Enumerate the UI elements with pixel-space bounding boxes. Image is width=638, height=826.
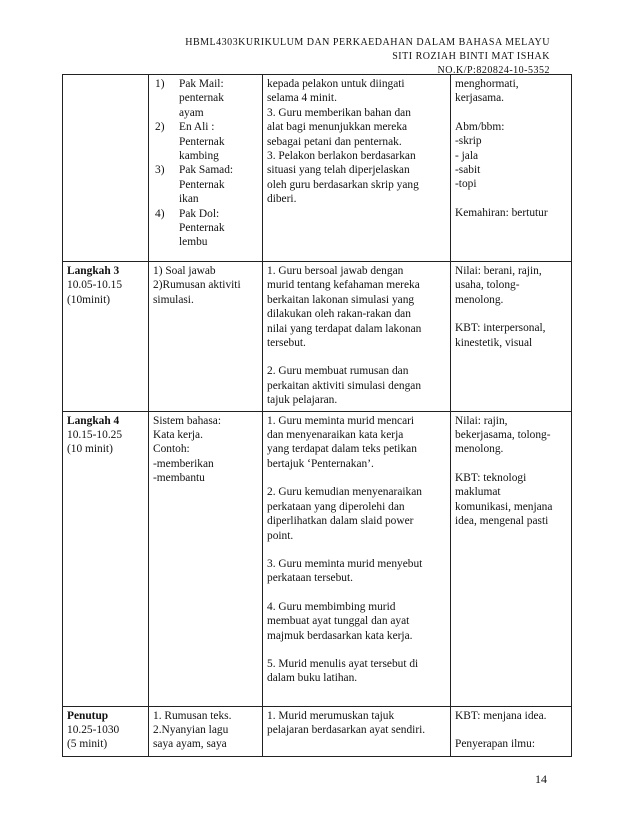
role-number: 4) [155, 207, 165, 220]
cell-line: pelajaran berdasarkan ayat sendiri. [267, 724, 426, 737]
role-number: 2) [155, 121, 165, 134]
activity-cell [263, 262, 451, 412]
stage-title: Langkah 4 [67, 414, 120, 427]
content-cell [149, 75, 263, 262]
cell-line: 5. Murid menulis ayat tersebut di [267, 657, 419, 670]
cell-line: 3. Guru memberikan bahan dan [267, 106, 411, 119]
cell-line: Abm/bbm: [455, 120, 505, 133]
spacer [267, 543, 446, 557]
role-list [153, 77, 258, 250]
spacer [267, 586, 446, 600]
cell-line: 1. Murid merumuskan tajuk [267, 709, 395, 722]
stage-title: Langkah 3 [67, 265, 120, 277]
cell-line: menolong. [455, 443, 504, 456]
cell-line: lembu [179, 236, 208, 249]
cell-line: tajuk pelajaran. [267, 394, 338, 407]
cell-line: menghormati, [455, 78, 519, 90]
cell-line: 10.25-1030 [67, 724, 120, 737]
cell-line: Pak Dol: [179, 207, 220, 220]
cell-line: menolong. [455, 293, 504, 306]
lesson-plan-table [62, 74, 572, 757]
cell-line: Penyerapan ilmu: [455, 738, 536, 751]
cell-line: point. [267, 529, 294, 542]
cell-line: Sistem bahasa: [153, 414, 222, 427]
role-list-item [153, 207, 258, 250]
author-name: SITI ROZIAH BINTI MAT ISHAK [392, 51, 550, 62]
course-title: HBML4303KURIKULUM DAN PERKAEDAHAN DALAM BAHASA MELAYU [185, 37, 550, 48]
stage-title: Penutup [67, 709, 109, 722]
role-text [179, 163, 258, 206]
cell-line: Penternak [179, 178, 225, 191]
cell-line: 10.15-10.25 [67, 429, 123, 442]
cell-line: diberi. [267, 193, 297, 206]
cell-line: Kata kerja. [153, 429, 203, 442]
content-cell [149, 262, 263, 412]
role-text [179, 207, 258, 250]
cell-line: 3. Guru meminta murid menyebut [267, 557, 423, 570]
cell-line: membuat ayat tunggal dan ayat [267, 615, 410, 628]
spacer [455, 192, 567, 206]
cell-line: oleh guru berdasarkan skrip yang [267, 178, 419, 191]
cell-line: -skrip [455, 135, 482, 148]
cell-line: (5 minit) [67, 738, 108, 751]
cell-line: selama 4 minit. [267, 92, 337, 105]
cell-line: penternak [179, 92, 224, 105]
cell-line: Kemahiran: bertutur [455, 206, 548, 219]
cell-line: bekerjasama, tolong- [455, 429, 551, 442]
spacer [455, 307, 567, 321]
cell-line: -sabit [455, 164, 481, 177]
cell-line: -topi [455, 178, 477, 191]
role-list-item [153, 120, 258, 163]
spacer [267, 350, 446, 364]
cell-line: perkaitan aktiviti simulasi dengan [267, 379, 422, 392]
cell-line: Penternak [179, 222, 225, 235]
cell-line: simulasi. [153, 293, 194, 306]
cell-line: KBT: interpersonal, [455, 322, 546, 335]
spacer [455, 457, 567, 471]
cell-line: kepada pelakon untuk diingati [267, 78, 405, 90]
cell-line: tersebut. [267, 337, 306, 350]
table-row [63, 706, 572, 756]
cell-line: 1. Rumusan teks. [153, 709, 232, 722]
cell-line: alat bagi menunjukkan mereka [267, 121, 408, 134]
cell-line: 2.Nyanyian lagu [153, 724, 229, 737]
cell-line: dalam buku latihan. [267, 672, 358, 685]
table-row [63, 262, 572, 412]
stage-cell [63, 411, 149, 706]
cell-line: -membantu [153, 472, 205, 485]
cell-line: Pak Samad: [179, 164, 234, 177]
cell-line: KBT: menjana idea. [455, 709, 547, 722]
cell-line: Nilai: berani, rajin, [455, 265, 542, 277]
cell-line: sebagai petani dan penternak. [267, 135, 402, 148]
table-row [63, 411, 572, 706]
notes-cell [451, 411, 572, 706]
cell-line: perkataan yang diperolehi dan [267, 500, 405, 513]
role-list-item [153, 163, 258, 206]
cell-line: nilai yang terdapat dalam lakonan [267, 322, 422, 335]
cell-line: dan menyenaraikan kata kerja [267, 429, 404, 442]
cell-line: -memberikan [153, 457, 214, 470]
cell-line: - jala [455, 149, 479, 162]
cell-line: Penternak [179, 135, 225, 148]
activity-cell [263, 75, 451, 262]
cell-line: 1) Soal jawab [153, 265, 216, 277]
cell-line: ayam [179, 106, 204, 119]
cell-line: 2. Guru kemudian menyenaraikan [267, 486, 422, 499]
spacer [267, 471, 446, 485]
cell-line: Nilai: rajin, [455, 414, 508, 427]
document-header [185, 36, 550, 78]
role-number: 1) [155, 78, 165, 90]
cell-line: 2)Rumusan aktiviti [153, 279, 241, 292]
notes-cell [451, 262, 572, 412]
stage-cell [63, 262, 149, 412]
cell-line: 1. Guru meminta murid mencari [267, 414, 415, 427]
cell-line: yang terdapat dalam teks petikan [267, 443, 417, 456]
cell-line: Contoh: [153, 443, 190, 456]
cell-line: situasi yang telah diperjelaskan [267, 164, 410, 177]
cell-line: (10minit) [67, 293, 111, 306]
spacer [455, 723, 567, 737]
cell-line: kerjasama. [455, 92, 505, 105]
cell-line: 1. Guru bersoal jawab dengan [267, 265, 404, 277]
cell-line: KBT: teknologi [455, 471, 527, 484]
notes-cell [451, 75, 572, 262]
cell-line: komunikasi, menjana [455, 500, 553, 513]
cell-line: berkaitan lakonan simulasi yang [267, 293, 415, 306]
spacer [455, 106, 567, 120]
cell-line: saya ayam, saya [153, 738, 227, 751]
cell-line: majmuk berdasarkan kata kerja. [267, 629, 413, 642]
cell-line: idea, mengenal pasti [455, 515, 549, 528]
cell-line: 10.05-10.15 [67, 279, 123, 292]
table-row [63, 75, 572, 262]
notes-cell [451, 706, 572, 756]
cell-line: ikan [179, 193, 199, 206]
page-number: 14 [535, 772, 547, 786]
cell-line: kambing [179, 150, 219, 163]
stage-cell [63, 706, 149, 756]
cell-line: 2. Guru membuat rumusan dan [267, 365, 409, 378]
author-id: NO.K/P:820824-10-5352 [437, 65, 550, 76]
cell-line: (10 minit) [67, 443, 113, 456]
spacer [267, 643, 446, 657]
cell-line: 3. Pelakon berlakon berdasarkan [267, 150, 416, 163]
activity-cell [263, 411, 451, 706]
content-cell [149, 411, 263, 706]
cell-line: Pak Mail: [179, 78, 224, 90]
cell-line: maklumat [455, 486, 501, 499]
role-text [179, 77, 258, 120]
role-text [179, 120, 258, 163]
activity-cell [263, 706, 451, 756]
role-list-item [153, 77, 258, 120]
cell-line: usaha, tolong- [455, 279, 520, 292]
cell-line: 4. Guru membimbing murid [267, 600, 396, 613]
cell-line: En Ali : [179, 121, 215, 134]
stage-cell [63, 75, 149, 262]
cell-line: dilakukan oleh rakan-rakan dan [267, 308, 411, 321]
cell-line: murid tentang kefahaman mereka [267, 279, 420, 292]
cell-line: perkataan tersebut. [267, 572, 354, 585]
cell-line: kinestetik, visual [455, 336, 533, 349]
content-cell [149, 706, 263, 756]
cell-line: bertajuk ‘Penternakan’. [267, 457, 374, 470]
role-number: 3) [155, 164, 165, 177]
cell-line: diperlihatkan dalam slaid power [267, 515, 414, 528]
